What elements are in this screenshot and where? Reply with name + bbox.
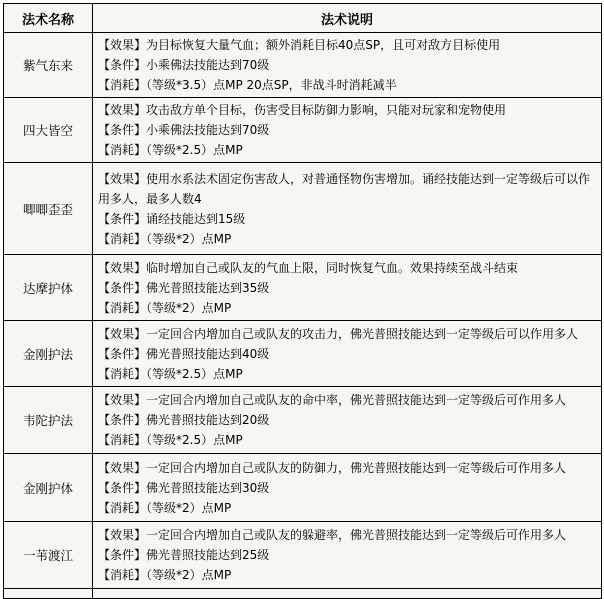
- table-row-partial: [4, 589, 602, 599]
- effect-line: [98, 258, 599, 278]
- skill-description-cutoff: [93, 589, 602, 599]
- skill-name: 紫气东来: [4, 33, 93, 98]
- table-row: [4, 387, 602, 454]
- cost-tag: 【消耗】: [98, 433, 147, 447]
- skill-name: 金刚护法: [4, 321, 93, 387]
- condition-tag: 【条件】: [98, 480, 147, 495]
- cost-tag: 【消耗】: [98, 366, 147, 381]
- table-row: [4, 522, 602, 589]
- effect-line: [98, 169, 599, 209]
- effect-text: 一定回合内增加自己或队友的攻击力，佛光普照技能达到一定等级后可以作用多人: [146, 326, 579, 341]
- cost-line: [98, 565, 599, 585]
- effect-text: 临时增加自己或队友的气血上限，同时恢复气血。效果持续至战斗结束: [146, 260, 519, 275]
- table-header-row: [4, 4, 602, 33]
- condition-text: 佛光普照技能达到35级: [146, 280, 270, 295]
- skills-table: [3, 3, 602, 599]
- effect-line: [98, 525, 599, 545]
- effect-line: [98, 390, 599, 410]
- condition-line: [98, 344, 599, 364]
- effect-tag: 【效果】: [98, 326, 147, 341]
- cost-text: （等级*2）点MP: [146, 300, 232, 315]
- cost-text: （等级*2.5）点MP: [146, 433, 243, 447]
- skill-description: [93, 33, 602, 98]
- condition-tag: 【条件】: [98, 548, 147, 562]
- table-row: [4, 255, 602, 321]
- cost-tag: 【消耗】: [98, 78, 147, 92]
- skill-name: 金刚护体: [4, 454, 93, 522]
- header-skill-description: 法术说明: [93, 4, 602, 33]
- condition-tag: 【条件】: [98, 58, 147, 72]
- effect-line: [98, 35, 599, 55]
- cost-line: [98, 140, 599, 160]
- condition-line: [98, 545, 599, 565]
- effect-text: 一定回合内增加自己或队友的防御力，佛光普照技能达到一定等级后可作用多人: [146, 460, 567, 475]
- header-skill-name: 法术名称: [4, 4, 93, 33]
- cost-tag: 【消耗】: [98, 143, 147, 157]
- table-row: [4, 163, 602, 255]
- effect-text: 攻击敌方单个目标，伤害受目标防御力影响，只能对玩家和宠物使用: [146, 103, 507, 117]
- skill-description: [93, 98, 602, 163]
- skill-description: [93, 454, 602, 522]
- effect-text: 一定回合内增加自己或队友的躲避率，佛光普照技能达到一定等级后可作用多人: [146, 528, 567, 542]
- skill-name: 达摩护体: [4, 255, 93, 321]
- cost-line: [98, 229, 599, 249]
- effect-tag: 【效果】: [98, 171, 147, 186]
- condition-tag: 【条件】: [98, 280, 147, 295]
- cost-line: [98, 75, 599, 95]
- cost-tag: 【消耗】: [98, 500, 147, 515]
- cost-line: [98, 430, 599, 450]
- cost-text: （等级*2.5）点MP: [146, 143, 243, 157]
- condition-line: [98, 209, 599, 229]
- skill-description: [93, 255, 602, 321]
- condition-text: 佛光普照技能达到25级: [146, 548, 270, 562]
- cost-text: （等级*3.5）点MP 20点SP，非战斗时消耗减半: [146, 78, 397, 92]
- effect-tag: 【效果】: [98, 38, 147, 52]
- condition-line: [98, 410, 599, 430]
- effect-line: [98, 100, 599, 120]
- cost-tag: 【消耗】: [98, 231, 147, 246]
- cost-line: [98, 364, 599, 384]
- condition-tag: 【条件】: [98, 413, 147, 427]
- condition-line: [98, 478, 599, 498]
- condition-text: 佛光普照技能达到40级: [146, 346, 270, 361]
- skill-name: 唧唧歪歪: [4, 163, 93, 255]
- cost-tag: 【消耗】: [98, 300, 147, 315]
- condition-text: 佛光普照技能达到30级: [146, 480, 270, 495]
- cost-text: （等级*2）点MP: [146, 500, 232, 515]
- effect-line: [98, 458, 599, 478]
- skill-name: 一苇渡江: [4, 522, 93, 589]
- skill-description: [93, 387, 602, 454]
- condition-tag: 【条件】: [98, 123, 147, 137]
- condition-line: [98, 55, 599, 75]
- effect-tag: 【效果】: [98, 460, 147, 475]
- cost-text: （等级*2）点MP: [146, 568, 232, 582]
- cost-text: （等级*2）点MP: [146, 231, 232, 246]
- condition-tag: 【条件】: [98, 211, 147, 226]
- cost-tag: 【消耗】: [98, 568, 147, 582]
- skill-name: 韦陀护法: [4, 387, 93, 454]
- condition-text: 小乘佛法技能达到70级: [146, 123, 270, 137]
- cost-text: （等级*2.5）点MP: [146, 366, 243, 381]
- skill-description: [93, 321, 602, 387]
- skills-table-container: [3, 3, 601, 599]
- effect-line: [98, 324, 599, 344]
- cost-line: [98, 298, 599, 318]
- condition-line: [98, 120, 599, 140]
- condition-text: 小乘佛法技能达到70级: [146, 58, 270, 72]
- effect-text: 为目标恢复大量气血；额外消耗目标40点SP，且可对敌方目标使用: [146, 38, 501, 52]
- table-row: [4, 33, 602, 98]
- condition-tag: 【条件】: [98, 346, 147, 361]
- table-row: [4, 98, 602, 163]
- effect-tag: 【效果】: [98, 393, 147, 407]
- skill-description: [93, 522, 602, 589]
- effect-tag: 【效果】: [98, 528, 147, 542]
- condition-line: [98, 278, 599, 298]
- skill-name: 四大皆空: [4, 98, 93, 163]
- condition-text: 诵经技能达到15级: [146, 211, 246, 226]
- table-row: [4, 321, 602, 387]
- effect-tag: 【效果】: [98, 260, 147, 275]
- skill-name-cutoff: [4, 589, 93, 599]
- skill-description: [93, 163, 602, 255]
- table-row: [4, 454, 602, 522]
- effect-text: 一定回合内增加自己或队友的命中率，佛光普照技能达到一定等级后可作用多人: [146, 393, 567, 407]
- condition-text: 佛光普照技能达到20级: [146, 413, 270, 427]
- effect-text: 使用水系法术固定伤害敌人，对普通怪物伤害增加。诵经技能达到一定等级后可以作用多人，最多人数4: [98, 171, 591, 206]
- effect-tag: 【效果】: [98, 103, 147, 117]
- cost-line: [98, 498, 599, 518]
